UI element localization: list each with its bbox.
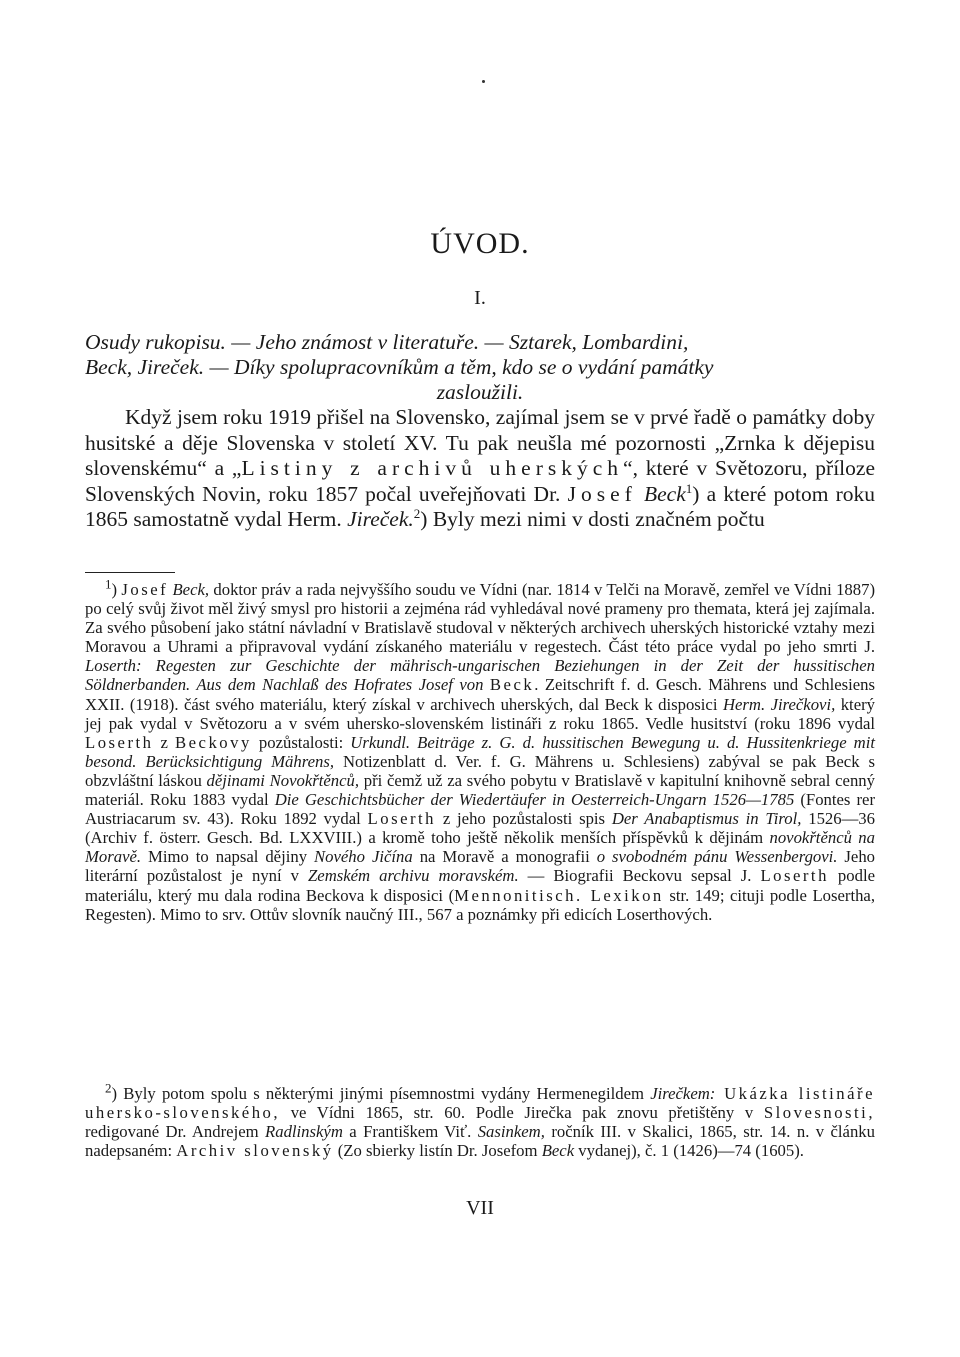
italic-text: Urkundl. Beiträge z. G. d. hussitischen Bewegung u. d. Hussitenkriege mit besond. Berücksichtigung Mährens, — [85, 732, 875, 771]
italic-text: Jireček. — [347, 507, 414, 531]
fn-text: ve Vídni 1865, str. 60. Podle Jirečka pak znovu přetištěny v — [280, 1103, 764, 1123]
section-number: I. — [474, 287, 486, 309]
italic-text: dějinami Novokřtěnců, — [206, 770, 360, 790]
spaced-text: Josef — [121, 580, 169, 599]
body-text: ) a které potom roku 1865 samostatně vydal Herm. — [85, 481, 876, 531]
spaced-text: Josef — [567, 481, 637, 506]
fn-text: 1526—36 (Archiv f. österr. Gesch. Bd. LXXVIII.) a kromě toho ještě několik menších příspěvků k dějinám — [85, 809, 875, 848]
fn-text: doktor práv a rada nejvyššího soudu ve Vídni (nar. 1814 v Telči na Moravě, zemřel ve Vídni 1887) po celý svůj život měl živý smysl pro historii a zejména rád vyhledával nové prameny pro themata, která jej zajímala. Za svého působení jako státní návladní v Bratislavě studoval v některých archivech uherských historické vztahy mezi Moravou a Uhrami a připravoval vydání získaného materiálu v regestech. Část této práce vydal po jeho smrti J. — [85, 580, 875, 657]
footnote-ref: 2 — [413, 505, 421, 521]
italic-text: Nového Jičína — [314, 847, 413, 867]
fn-text: ) Byly potom spolu s některými jinými písemnostmi vydány Hermenegildem — [111, 1084, 651, 1103]
italic-text: Sasinkem, — [477, 1122, 545, 1142]
fn-text: Notizenblatt d. Ver. f. G. Mährens u. Schlesiens) zabýval se pak Beck s obzvláštní láskou — [85, 751, 875, 790]
fn-text: Mimo to napsal dějiny — [141, 847, 315, 867]
spaced-text: Mennonitisch. Lexikon — [454, 885, 664, 905]
fn-text: str. 149; cituji podle Losertha, Regesten). Mimo to srv. Ottův slovník naučný III., 567 a poznámky při edicích Loserthových. — [85, 885, 876, 924]
footnote-marker: 2 — [105, 1080, 112, 1096]
italic-text: Jirečkem: — [650, 1084, 716, 1103]
fn-text: (Fontes rer Austriacarum sv. 43). Roku 1892 vydal — [85, 790, 876, 829]
footnote-divider — [85, 572, 175, 573]
spaced-text: Loserth — [760, 866, 829, 886]
italic-text: o svobodném pánu Wessenbergovi. — [596, 847, 838, 867]
fn-text: podle materiálu, který mu dala rodina Beckova k disposici ( — [85, 866, 876, 905]
fn-text: Jeho literární pozůstalost je nyní v — [85, 847, 876, 886]
spaced-text: Ukázka listináře uhersko-slovenského, — [85, 1084, 875, 1123]
fn-text: a Františkem Viť. — [342, 1122, 478, 1142]
italic-text: Radlinským — [265, 1122, 343, 1142]
fn-text: který jej pak vydal v Světozoru a v svém uhersko-slovenském listináři z roku 1865. Vedle husitství (roku 1896 vydal — [85, 694, 876, 733]
italic-text: novokřtěnců na Moravě. — [85, 828, 875, 867]
fn-text: — Biografii Beckovu sepsal J. — [518, 866, 761, 886]
italic-text: Beck, — [168, 580, 210, 599]
ink-dot — [482, 80, 485, 83]
summary-line: zasloužili. — [436, 380, 524, 404]
italic-text: Beck — [643, 481, 686, 506]
fn-text: . Zeitschrift f. d. Gesch. Mährens und Schlesiens XXII. (1918). část svého materiálu, který získal v archivech uherských, dal Beck k disposici — [85, 675, 875, 714]
fn-text: redigované Dr. Andrejem — [85, 1122, 266, 1142]
spaced-text: Beck — [489, 675, 535, 695]
italic-text: Herm. Jirečkovi, — [722, 694, 836, 714]
spaced-text: Slovesnosti, — [763, 1103, 875, 1123]
italic-text: Zemském archivu moravském. — [308, 866, 519, 886]
footnote-1 — [85, 576, 876, 924]
italic-text: Loserth: Regesten zur Geschichte der mährisch-ungarischen Beziehungen in der Zeit der hussitischen Söldnerbanden. Aus dem Nachlaß des Hofrates Josef von — [85, 656, 875, 695]
page-number: VII — [466, 1197, 494, 1219]
fn-text: při čemž už za svého pobytu v Bratislavě v kapitulní knihovně sebral cenný materiál. Roku 1883 vydal — [85, 770, 875, 810]
fn-text: ročník III. v Skalici, 1865, str. 14. n. v článku nadepsaném: — [85, 1122, 875, 1161]
body-paragraph — [85, 405, 875, 533]
fn-text: (Zo sbierky listín Dr. Josefom — [333, 1141, 542, 1161]
chapter-summary — [85, 330, 875, 405]
italic-text: Beck — [541, 1141, 575, 1161]
fn-text: z — [153, 732, 175, 752]
summary-line: Beck, Jireček. — Díky spolupracovníkům a těm, kdo se o vydání památky — [85, 355, 714, 379]
spaced-text: Archiv slovenský — [176, 1141, 334, 1161]
body-text: Když jsem roku 1919 přišel na Slovensko, zajímal jsem se v prvé řadě o památky doby husitské a děje Slovenska v století XV. Tu pak neušla mé pozornosti „Zrnka k dějepisu slovenskému“ a „ — [85, 405, 875, 480]
spaced-text: Loserth — [367, 809, 437, 829]
fn-text: ) — [111, 580, 122, 599]
fn-text: pozůstalosti: — [251, 732, 351, 752]
spaced-text: Loserth — [85, 732, 154, 752]
footnote-ref: 1 — [685, 480, 693, 496]
fn-text: vydanej), č. 1 (1426)—74 (1605). — [574, 1141, 804, 1161]
italic-text: Die Geschichtsbücher der Wiedertäufer in Oesterreich-Ungarn 1526—1785 — [274, 790, 795, 810]
fn-text: na Moravě a monografii — [412, 847, 597, 867]
fn-text: z jeho pozůstalosti spis — [436, 809, 612, 829]
italic-text: Der Anabaptismus in Tirol, — [611, 809, 802, 829]
body-text: “, které v Světozoru, příloze Slovenských Novin, roku 1857 počal uveřejňovati Dr. — [85, 456, 875, 506]
body-text: ) Byly mezi nimi v dosti značném počtu — [420, 507, 765, 531]
page-title: ÚVOD. — [430, 227, 530, 260]
spaced-text: Beckovy — [175, 732, 252, 752]
summary-line: Osudy rukopisu. — Jeho známost v literatuře. — Sztarek, Lombardini, — [85, 330, 689, 354]
footnote-marker: 1 — [105, 576, 112, 592]
spaced-text: Listiny z archivů uherských — [241, 456, 624, 480]
footnote-2 — [85, 1080, 875, 1161]
